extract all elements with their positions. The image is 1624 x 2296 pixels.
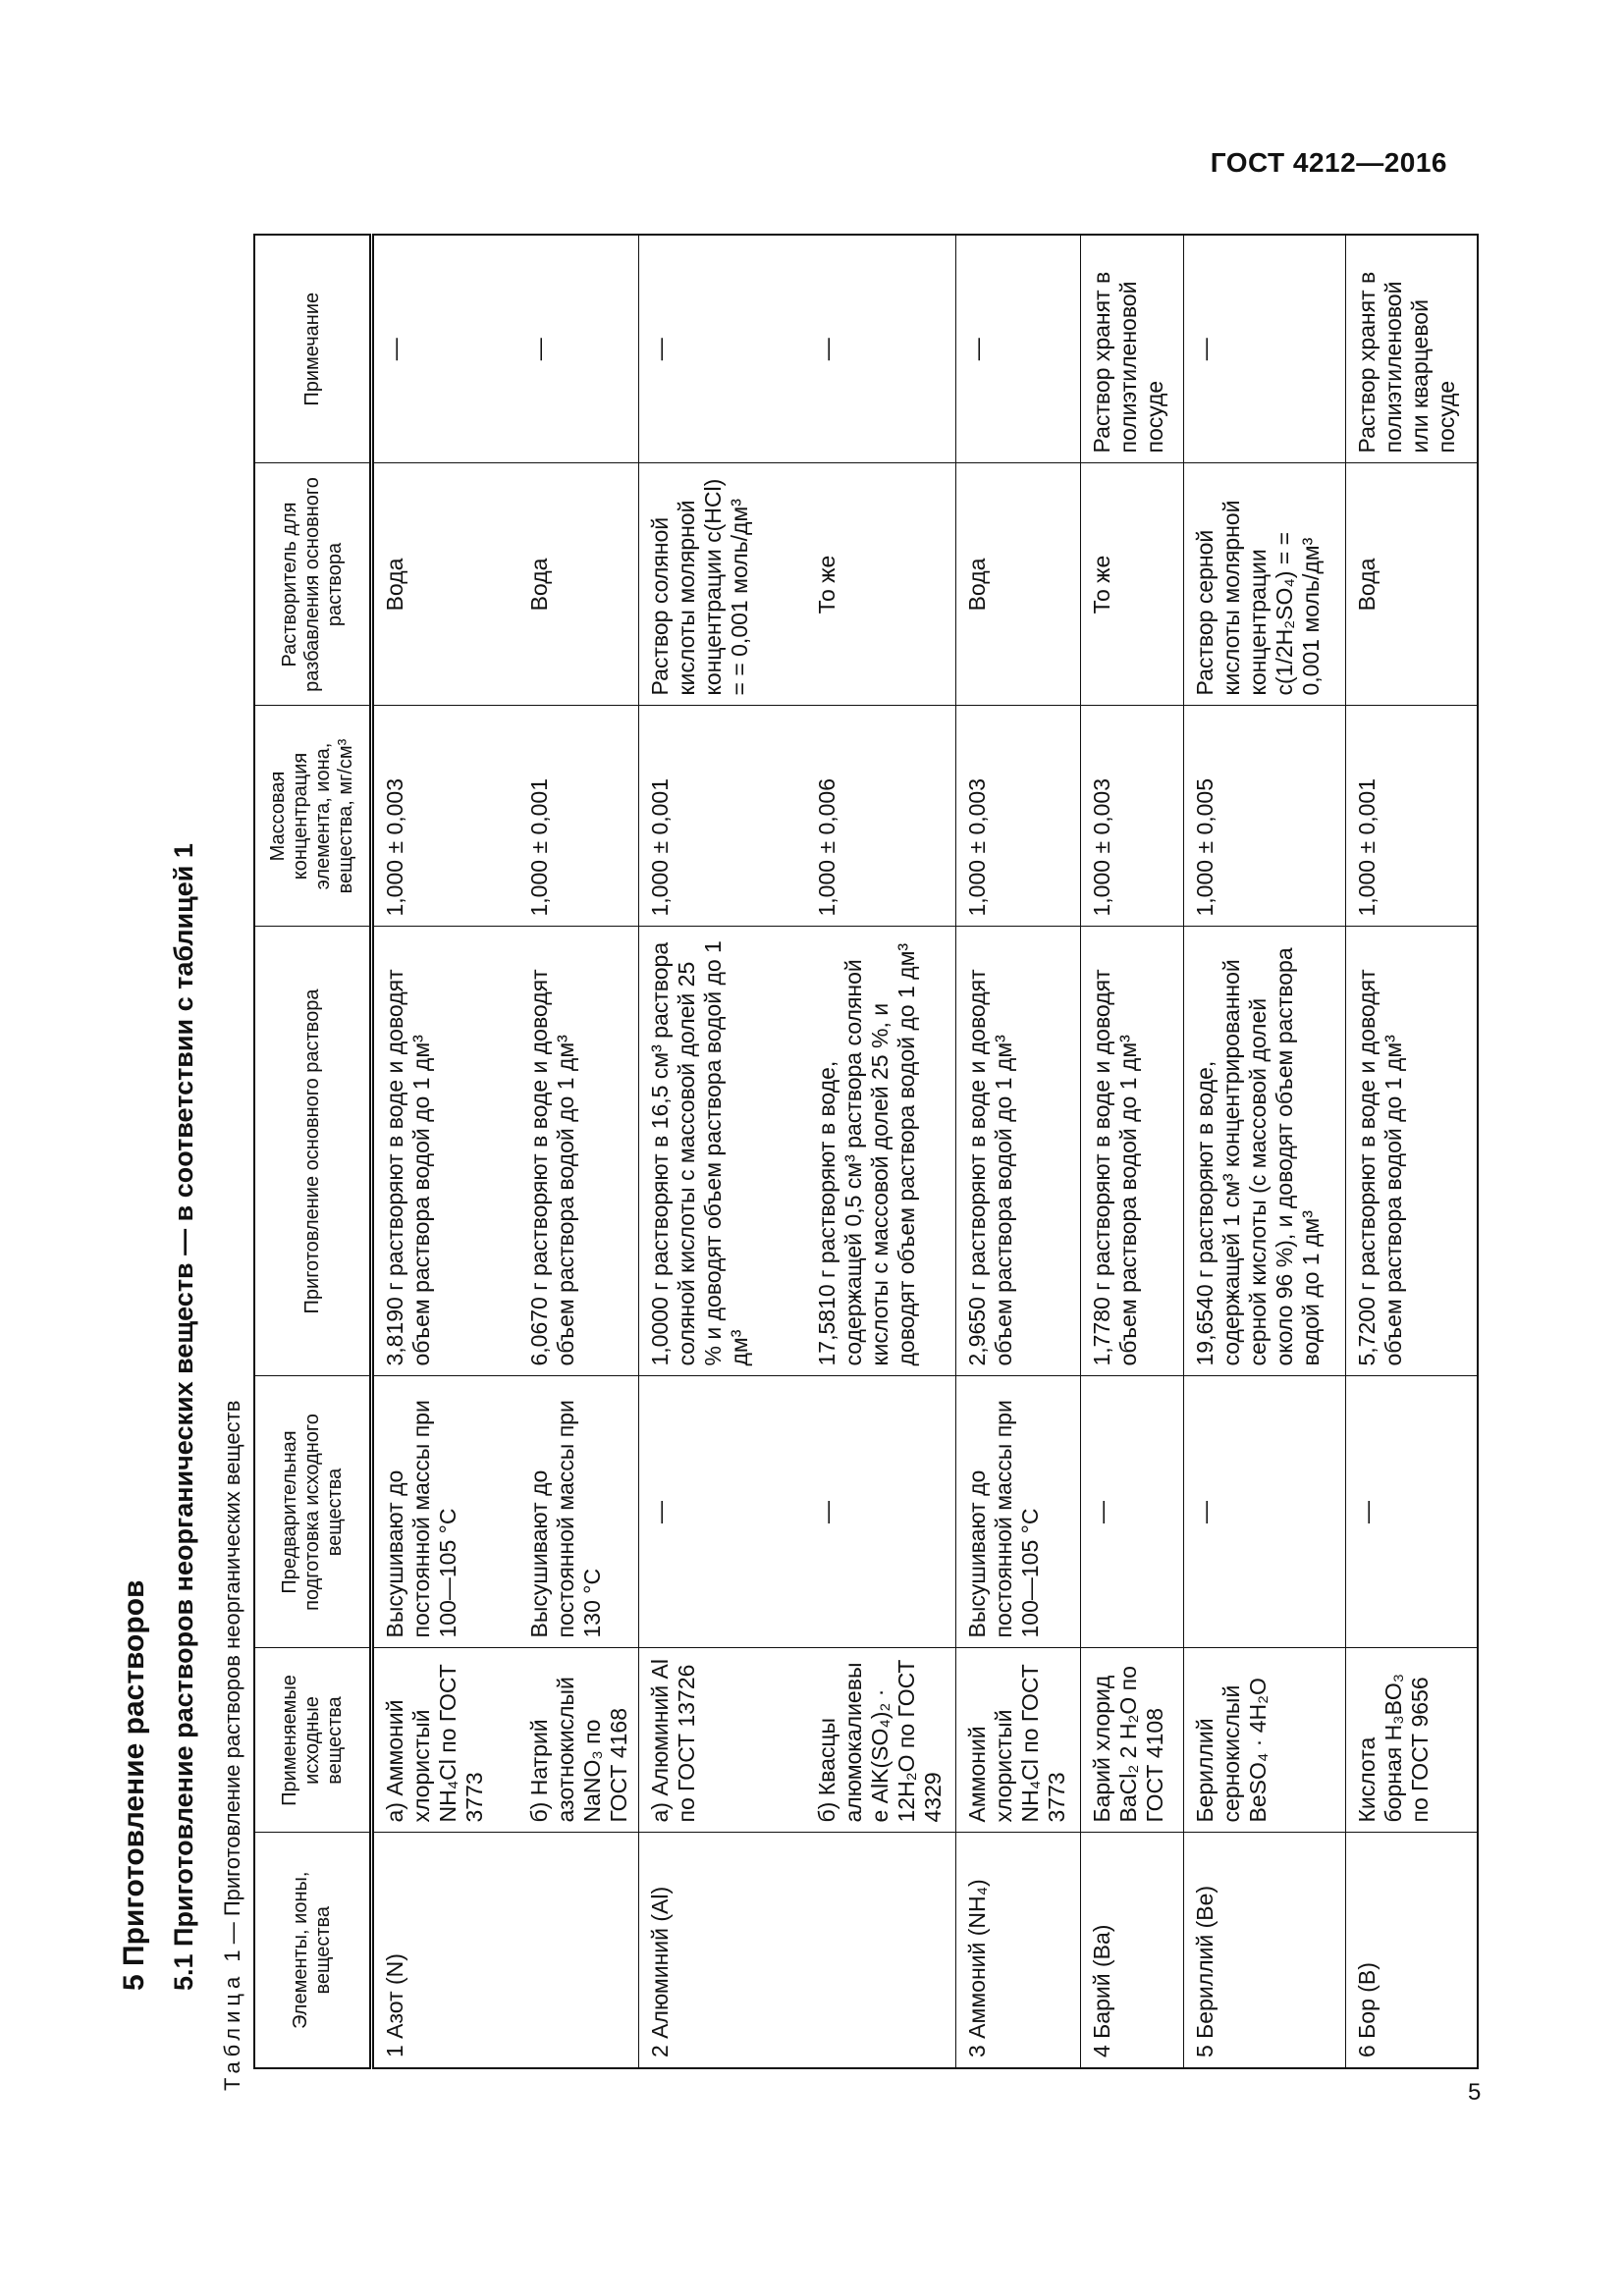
cell-element: 1 Азот (N) xyxy=(372,1833,639,2068)
cell-source-substance: Кислота борная H₃BO₃ по ГОСТ 9656 xyxy=(1345,1648,1478,1833)
cell-preparation: 19,6540 г растворяют в воде, содержащей 1 см³ концентрированной серной кислоты (с массовой долей около 96 %), и доводят объем раствора водой до 1 дм³ xyxy=(1183,927,1345,1376)
cell-note: — xyxy=(1183,235,1345,463)
page-number: 5 xyxy=(1468,2079,1482,2106)
header-preparation: Приготовление основного раствора xyxy=(254,927,372,1376)
table-row xyxy=(800,235,955,2068)
section-title: 5 Приготовление растворов xyxy=(118,1579,150,1991)
subsection-title: 5.1 Приготовление растворов неорганических веществ — в соответствии с таблицей 1 xyxy=(169,843,198,1991)
cell-pretreatment: — xyxy=(1345,1376,1478,1648)
cell-preparation: 1,7780 г растворяют в воде и доводят объем раствора водой до 1 дм³ xyxy=(1080,927,1183,1376)
cell-preparation: 17,5810 г растворяют в воде, содержащей 0,5 см³ раствора соляной кислоты с массовой долей 25 %, и доводят объем раствора водой до 1 дм³ xyxy=(800,927,955,1376)
cell-solvent: Вода xyxy=(955,463,1080,706)
cell-preparation: 6,0670 г растворяют в воде и доводят объем раствора водой до 1 дм³ xyxy=(513,927,639,1376)
rotated-page-content xyxy=(118,196,1459,2120)
cell-note: — xyxy=(513,235,639,463)
cell-solvent: Вода xyxy=(513,463,639,706)
cell-solvent: То же xyxy=(1080,463,1183,706)
cell-solvent: Вода xyxy=(372,463,513,706)
cell-element: 4 Барий (Ва) xyxy=(1080,1833,1183,2068)
cell-pretreatment: — xyxy=(1183,1376,1345,1648)
cell-pretreatment: — xyxy=(800,1376,955,1648)
cell-mass-concentration: 1,000 ± 0,005 xyxy=(1183,706,1345,927)
cell-element: 2 Алюминий (Al) xyxy=(638,1833,955,2068)
table-header-row xyxy=(254,235,372,2068)
header-note: Примечание xyxy=(254,235,372,463)
cell-pretreatment: — xyxy=(638,1376,800,1648)
cell-note: — xyxy=(638,235,800,463)
table-row xyxy=(1183,235,1345,2068)
cell-source-substance: Барий хлорид BaCl₂ 2 H₂O по ГОСТ 4108 xyxy=(1080,1648,1183,1833)
header-solvent: Растворитель для разбавления основного раствора xyxy=(254,463,372,706)
solutions-table xyxy=(253,234,1479,2069)
header-pretreatment: Предварительная подготовка исходного вещества xyxy=(254,1376,372,1648)
cell-preparation: 1,0000 г растворяют в 16,5 см³ раствора соляной кислоты с массовой долей 25 % и доводят объем раствора водой до 1 дм³ xyxy=(638,927,800,1376)
header-element: Элементы, ионы, вещества xyxy=(254,1833,372,2068)
cell-mass-concentration: 1,000 ± 0,003 xyxy=(955,706,1080,927)
cell-source-substance: Аммоний хлористый NH₄Cl по ГОСТ 3773 xyxy=(955,1648,1080,1833)
header-mass-concentration: Массовая концентрация элемента, иона, вещества, мг/см³ xyxy=(254,706,372,927)
header-source-substance: Применяемые исходные вещества xyxy=(254,1648,372,1833)
cell-note: — xyxy=(372,235,513,463)
cell-pretreatment: Высушивают до постоянной массы при 100—105 °С xyxy=(372,1376,513,1648)
cell-preparation: 3,8190 г растворяют в воде и доводят объем раствора водой до 1 дм³ xyxy=(372,927,513,1376)
table-row xyxy=(372,235,513,2068)
cell-mass-concentration: 1,000 ± 0,003 xyxy=(372,706,513,927)
cell-mass-concentration: 1,000 ± 0,006 xyxy=(800,706,955,927)
cell-note: Раствор хранят в полиэтиленовой посуде xyxy=(1080,235,1183,463)
cell-element: 3 Аммоний (NH₄) xyxy=(955,1833,1080,2068)
table-row xyxy=(638,235,800,2068)
cell-source-substance: б) Квасцы алюмокалиевые AlK(SO₄)₂ · 12H₂O по ГОСТ 4329 xyxy=(800,1648,955,1833)
cell-solvent: То же xyxy=(800,463,955,706)
cell-source-substance: а) Аммоний хлористый NH₄Cl по ГОСТ 3773 xyxy=(372,1648,513,1833)
cell-pretreatment: Высушивают до постоянной массы при 100—105 °С xyxy=(955,1376,1080,1648)
cell-note: — xyxy=(955,235,1080,463)
document-code-header: ГОСТ 4212—2016 xyxy=(1210,147,1447,178)
table-caption-text: 1 — Приготовление растворов неорганических веществ xyxy=(220,1400,244,1962)
table-header xyxy=(254,235,372,2068)
cell-solvent: Вода xyxy=(1345,463,1478,706)
cell-element: 5 Бериллий (Ве) xyxy=(1183,1833,1345,2068)
table-caption-label: Таблица xyxy=(220,1971,244,2091)
table-body xyxy=(372,235,1479,2068)
cell-note: — xyxy=(800,235,955,463)
table-row xyxy=(513,235,639,2068)
cell-mass-concentration: 1,000 ± 0,001 xyxy=(638,706,800,927)
cell-source-substance: Бериллий сернокислый BeSO₄ · 4H₂O xyxy=(1183,1648,1345,1833)
cell-source-substance: а) Алюминий Al по ГОСТ 13726 xyxy=(638,1648,800,1833)
cell-preparation: 2,9650 г растворяют в воде и доводят объем раствора водой до 1 дм³ xyxy=(955,927,1080,1376)
cell-pretreatment: — xyxy=(1080,1376,1183,1648)
cell-source-substance: б) Натрий азотнокислый NaNO₃ по ГОСТ 4168 xyxy=(513,1648,639,1833)
table-caption xyxy=(220,1401,245,2091)
table-row xyxy=(955,235,1080,2068)
cell-solvent: Раствор соляной кислоты молярной концентрации с(HCl) = = 0,001 моль/дм³ xyxy=(638,463,800,706)
cell-mass-concentration: 1,000 ± 0,003 xyxy=(1080,706,1183,927)
table-row xyxy=(1080,235,1183,2068)
cell-preparation: 5,7200 г растворяют в воде и доводят объем раствора водой до 1 дм³ xyxy=(1345,927,1478,1376)
cell-solvent: Раствор серной кислоты молярной концентрации с(1/2H₂SO₄) = = 0,001 моль/дм³ xyxy=(1183,463,1345,706)
cell-pretreatment: Высушивают до постоянной массы при 130 °С xyxy=(513,1376,639,1648)
table-row xyxy=(1345,235,1478,2068)
cell-mass-concentration: 1,000 ± 0,001 xyxy=(513,706,639,927)
cell-note: Раствор хранят в полиэтиленовой или кварцевой посуде xyxy=(1345,235,1478,463)
cell-mass-concentration: 1,000 ± 0,001 xyxy=(1345,706,1478,927)
cell-element: 6 Бор (В) xyxy=(1345,1833,1478,2068)
